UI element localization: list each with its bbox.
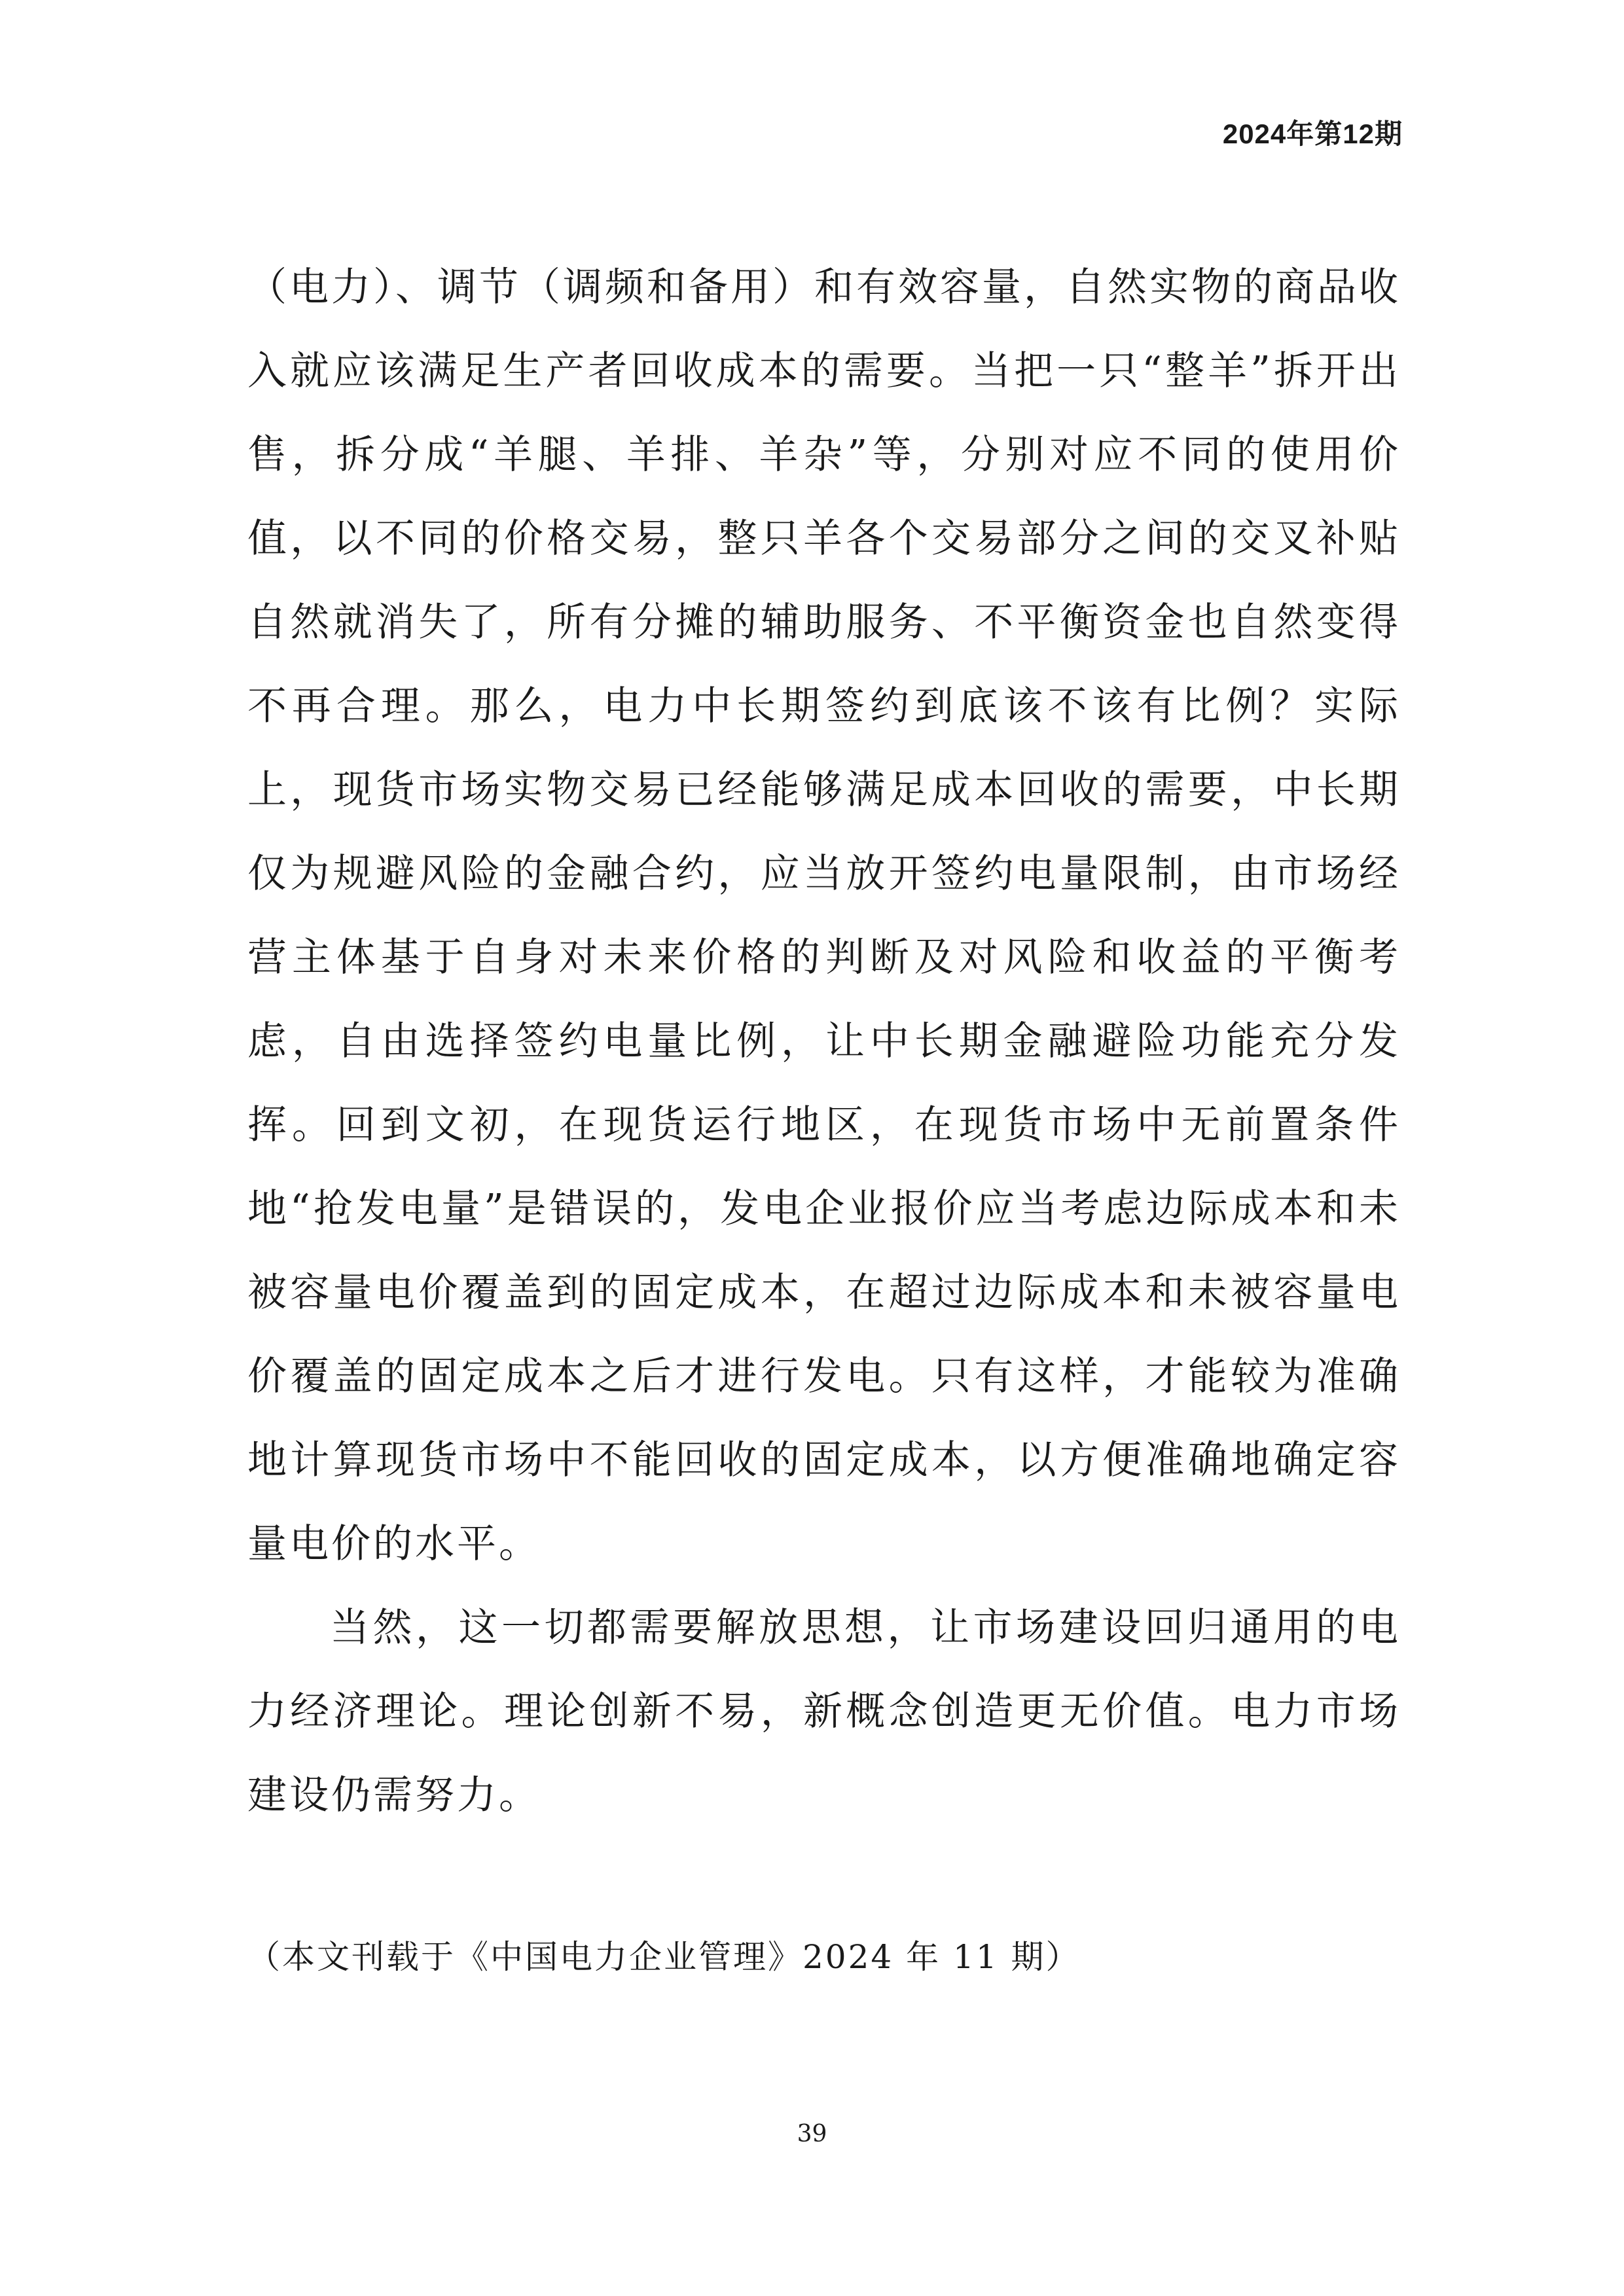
page-number: 39 <box>797 2121 827 2147</box>
article-body <box>247 245 1401 1837</box>
source-note: （本文刊载于《中国电力企业管理》2024 年 11 期） <box>247 1938 1081 1976</box>
issue-header: 2024年第12期 <box>1222 118 1403 149</box>
body-paragraph: （电力）、调节（调频和备用）和有效容量，自然实物的商品收入就应该满足生产者回收成本的需要。当把一只“整羊”拆开出售，拆分成“羊腿、羊排、羊杂”等，分别对应不同的使用价值，以不同的价格交易，整只羊各个交易部分之间的交叉补贴自然就消失了，所有分摊的辅助服务、不平衡资金也自然变得不再合理。那么，电力中长期签约到底该不该有比例？实际上，现货市场实物交易已经能够满足成本回收的需要，中长期仅为规避风险的金融合约，应当放开签约电量限制，由市场经营主体基于自身对未来价格的判断及对风险和收益的平衡考虑，自由选择签约电量比例，让中长期金融避险功能充分发挥。回到文初，在现货运行地区，在现货市场中无前置条件地“抢发电量”是错误的，发电企业报价应当考虑边际成本和未被容量电价覆盖到的固定成本，在超过边际成本和未被容量电价覆盖的固定成本之后才进行发电。只有这样，才能较为准确地计算现货市场中不能回收的固定成本，以方便准确地确定容量电价的水平。 <box>247 264 1401 1567</box>
body-paragraph: 当然，这一切都需要解放思想，让市场建设回归通用的电力经济理论。理论创新不易，新概念创造更无价值。电力市场建设仍需努力。 <box>247 1605 1401 1818</box>
